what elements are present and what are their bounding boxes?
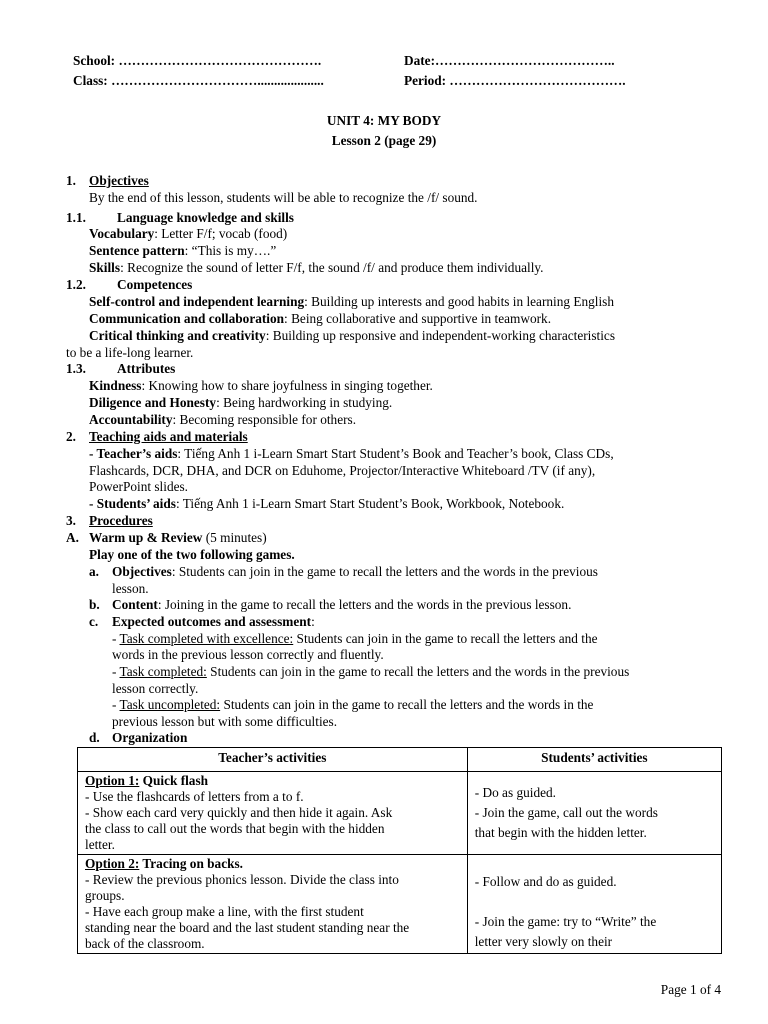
critical-thinking-line-2: to be a life-long learner. (66, 345, 194, 360)
list-item: that begin with the hidden letter. (474, 825, 647, 840)
skills-line: Skills: Recognize the sound of letter F/f, the sound /f/ and produce them individually. (89, 260, 544, 275)
section-1-2-num: 1.2. (66, 277, 86, 292)
item-d-label: d. (89, 730, 100, 745)
warmup-num: A. (66, 530, 79, 545)
list-item: - Join the game, call out the words (474, 805, 658, 820)
objectives-intro: By the end of this lesson, students will be able to recognize the /f/ sound. (89, 190, 478, 205)
task-completed-line-2: lesson correctly. (112, 681, 199, 696)
vocabulary-line: Vocabulary: Letter F/f; vocab (food) (89, 226, 288, 241)
option-2-students-cell (467, 855, 721, 954)
play-line: Play one of the two following games. (89, 547, 295, 562)
procedures-heading: Procedures (89, 513, 153, 528)
list-item: standing near the board and the last student standing near the (85, 920, 410, 935)
list-item: - Show each card very quickly and then hide it again. Ask (85, 805, 393, 820)
task-uncompleted-line-2: previous lesson but with some difficulties. (112, 714, 338, 729)
list-item: - Have each group make a line, with the first student (85, 904, 364, 919)
section-1-3-heading: Attributes (117, 361, 176, 376)
kindness-line: Kindness: Knowing how to share joyfulness in singing together. (89, 378, 433, 393)
teacher-aids-line-2: Flashcards, DCR, DHA, and DCR on Eduhome, Projector/Interactive Whiteboard /TV (if any), (89, 463, 596, 478)
school-blank: ………………………………………. (118, 53, 322, 68)
option-2-title: Option 2: Tracing on backs. (85, 856, 243, 871)
aids-num: 2. (66, 429, 76, 444)
option-1-title: Option 1: Quick flash (85, 773, 209, 788)
class-label: Class: (73, 73, 108, 88)
objectives-item-line-2: lesson. (112, 581, 149, 596)
self-control-line: Self-control and independent learning: Building up interests and good habits in learning English (89, 294, 614, 309)
list-item: - Join the game: try to “Write” the (474, 914, 657, 929)
list-item: letter. (85, 837, 115, 852)
section-1-1-num: 1.1. (66, 210, 86, 225)
unit-title: UNIT 4: MY BODY (326, 113, 442, 128)
list-item: back of the classroom. (85, 936, 205, 951)
section-1-1-heading: Language knowledge and skills (117, 210, 294, 225)
option-1-teacher-cell (78, 772, 468, 855)
option-1-students-cell (467, 772, 721, 855)
task-uncompleted-line: - Task uncompleted: Students can join in the game to recall the letters and the words in the (112, 697, 594, 712)
task-excellence-line-2: words in the previous lesson correctly and fluently. (112, 647, 384, 662)
item-b-label: b. (89, 597, 100, 612)
date-label: Date: (404, 53, 436, 68)
lesson-title: Lesson 2 (page 29) (331, 133, 437, 148)
teacher-aids-line: - Teacher’s aids: Tiếng Anh 1 i-Learn Smart Start Student’s Book and Teacher’s book, Class CDs, (89, 446, 614, 461)
table-header-row (78, 748, 722, 772)
school-field (73, 53, 321, 69)
section-1-3-num: 1.3. (66, 361, 86, 376)
list-item: - Review the previous phonics lesson. Divide the class into (85, 872, 399, 887)
warmup-heading: Warm up & Review (5 minutes) (89, 530, 267, 545)
critical-thinking-line: Critical thinking and creativity: Building up responsive and independent-working characteristics (89, 328, 616, 343)
organization-table (77, 747, 722, 954)
expected-outcomes-heading: Expected outcomes and assessment: (112, 614, 315, 629)
list-item: groups. (85, 888, 125, 903)
item-a-label: a. (89, 564, 99, 579)
class-field (73, 73, 324, 89)
students-activities-header: Students’ activities (467, 748, 721, 772)
school-label: School: (73, 53, 116, 68)
list-item: the class to call out the words that begin with the hidden (85, 821, 385, 836)
objectives-heading: Objectives (89, 173, 149, 188)
accountability-line: Accountability: Becoming responsible for others. (89, 412, 357, 427)
list-item: - Use the flashcards of letters from a to f. (85, 789, 304, 804)
teacher-activities-header: Teacher’s activities (78, 748, 468, 772)
table-row (78, 855, 722, 954)
task-completed-line: - Task completed: Students can join in the game to recall the letters and the words in the previous (112, 664, 630, 679)
item-c-label: c. (89, 614, 99, 629)
date-blank: ………………………………….. (435, 53, 615, 68)
communication-line: Communication and collaboration: Being collaborative and supportive in teamwork. (89, 311, 552, 326)
objectives-num: 1. (66, 173, 76, 188)
content-item: Content: Joining in the game to recall the letters and the words in the previous lesson. (112, 597, 572, 612)
list-item: - Do as guided. (474, 785, 556, 800)
period-field (404, 73, 626, 89)
class-blank: …………………………….................... (111, 73, 324, 88)
table-row (78, 772, 722, 855)
date-field (404, 53, 615, 69)
period-blank: …………………………………. (449, 73, 626, 88)
option-2-teacher-cell (78, 855, 468, 954)
list-item: - Follow and do as guided. (474, 874, 617, 889)
page-number: Page 1 of 4 (660, 982, 721, 997)
objectives-item: Objectives: Students can join in the game to recall the letters and the words in the previous (112, 564, 598, 579)
students-aids-line: - Students’ aids: Tiếng Anh 1 i-Learn Smart Start Student’s Book, Workbook, Notebook. (89, 496, 565, 511)
aids-heading: Teaching aids and materials (89, 429, 248, 444)
teacher-aids-line-3: PowerPoint slides. (89, 479, 188, 494)
organization-heading: Organization (112, 730, 188, 745)
period-label: Period: (404, 73, 447, 88)
list-item: letter very slowly on their (474, 934, 613, 949)
diligence-line: Diligence and Honesty: Being hardworking in studying. (89, 395, 393, 410)
sentence-pattern-line: Sentence pattern: “This is my….” (89, 243, 277, 258)
section-1-2-heading: Competences (117, 277, 193, 292)
procedures-num: 3. (66, 513, 76, 528)
task-excellence-line: - Task completed with excellence: Students can join in the game to recall the letters and the (112, 631, 598, 646)
